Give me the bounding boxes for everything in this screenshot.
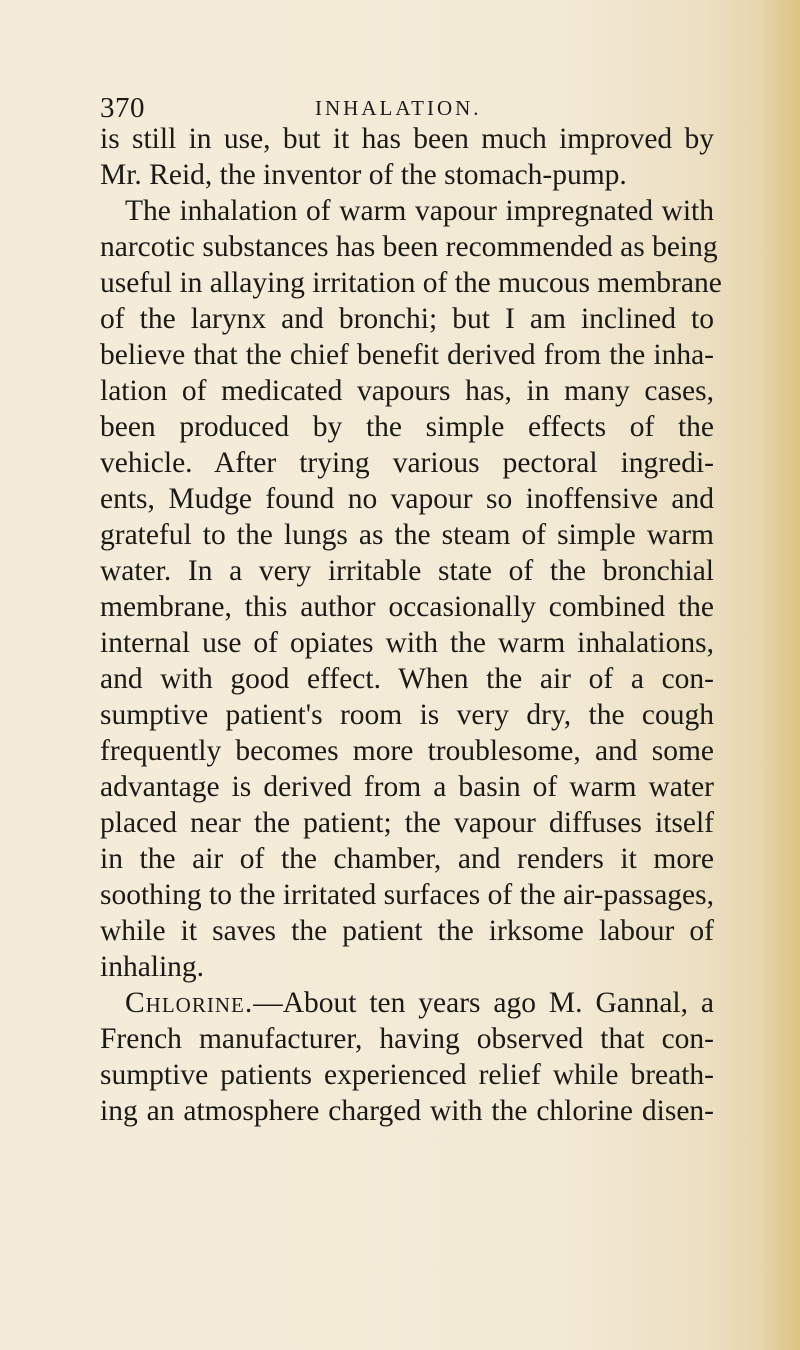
text-line: Mr. Reid, the inventor of the stomach-pump. <box>100 159 627 191</box>
text-line: grateful to the lungs as the steam of simple warm <box>100 519 714 551</box>
running-title: INHALATION. <box>315 96 482 120</box>
text-line: of the larynx and bronchi; but I am inclined to <box>100 303 714 335</box>
page-number: 370 <box>100 92 145 124</box>
text-line: advantage is derived from a basin of warm water <box>100 771 714 803</box>
text-line: membrane, this author occasionally combined the <box>100 591 714 623</box>
text-line: narcotic substances has been recommended as being <box>100 231 718 263</box>
text-line: while it saves the patient the irksome labour of <box>100 915 714 947</box>
text-line: been produced by the simple effects of the <box>100 411 714 443</box>
text-line: inhaling. <box>100 951 205 983</box>
text-line: sumptive patients experienced relief while breath- <box>100 1059 714 1091</box>
text-line: soothing to the irritated surfaces of the air-passages, <box>100 879 714 911</box>
text-line: The inhalation of warm vapour impregnated with <box>125 195 714 227</box>
text-line: sumptive patient's room is very dry, the cough <box>100 699 714 731</box>
page-edge-stain <box>760 0 800 1350</box>
text-line: water. In a very irritable state of the bronchial <box>100 555 714 587</box>
text-line: internal use of opiates with the warm inhalations, <box>100 627 714 659</box>
text-line: frequently becomes more troublesome, and some <box>100 735 714 767</box>
text-line: French manufacturer, having observed that con- <box>100 1023 714 1055</box>
text-line: in the air of the chamber, and renders it more <box>100 843 714 875</box>
text-line: vehicle. After trying various pectoral ingredi- <box>100 447 714 479</box>
text-line: ents, Mudge found no vapour so inoffensive and <box>100 483 714 515</box>
text-line: useful in allaying irritation of the mucous membrane <box>100 267 722 299</box>
text-line: ing an atmosphere charged with the chlorine disen- <box>100 1095 714 1127</box>
text-fragment: —About ten years ago M. Gannal, a <box>253 987 714 1019</box>
text-line: placed near the patient; the vapour diffuses itself <box>100 807 714 839</box>
chlorine-paragraph-first-line <box>125 985 714 1021</box>
text-line: believe that the chief benefit derived from the inha- <box>100 339 714 371</box>
section-heading-chlorine: Chlorine. <box>125 987 254 1019</box>
text-line: is still in use, but it has been much improved by <box>100 123 714 155</box>
text-line: and with good effect. When the air of a con- <box>100 663 714 695</box>
text-line: lation of medicated vapours has, in many cases, <box>100 375 714 407</box>
